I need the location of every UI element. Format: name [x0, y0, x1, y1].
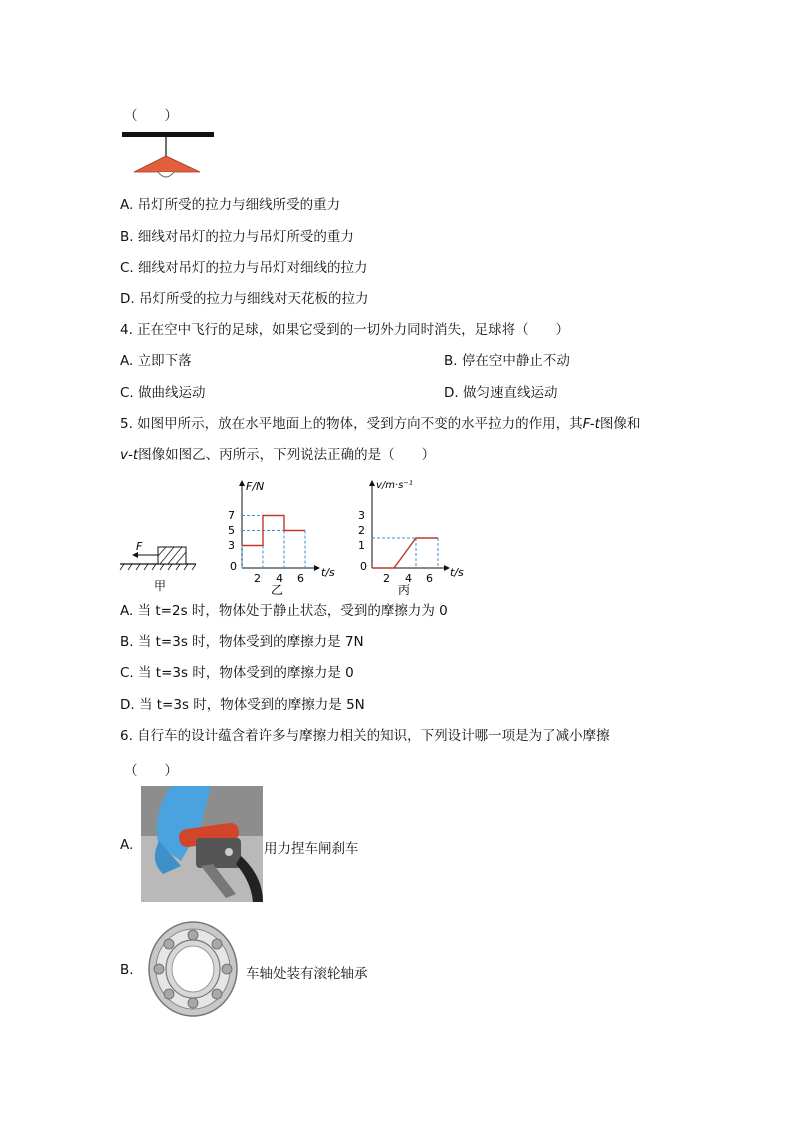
yi-xtick-6: 6 — [297, 572, 304, 585]
yi-xtick-4: 4 — [276, 572, 283, 585]
q5-stem-text2: 图像如图乙、丙所示，下列说法正确的是（ ） — [138, 447, 436, 463]
q5-stem-line2 — [120, 446, 435, 464]
ball-bearing-photo — [146, 920, 240, 1018]
bing-plot — [372, 538, 438, 568]
q5-stem-text: 5. 如图甲所示，放在水平地面上的物体，受到方向不变的水平拉力的作用，其 — [120, 416, 583, 432]
q5-option-a[interactable]: A. 当 t=2s 时，物体处于静止状态，受到的摩擦力为 0 — [120, 603, 448, 619]
bing-xtick-6: 6 — [426, 572, 433, 585]
q4-option-b[interactable]: B. 停在空中静止不动 — [444, 353, 570, 369]
q6-option-a-label[interactable]: A. — [120, 837, 134, 853]
q6-option-b-label[interactable]: B. — [120, 962, 134, 978]
q5-ft-term: F-t — [582, 416, 600, 432]
brake-lever-photo — [141, 786, 263, 902]
q5-stem-line1 — [120, 415, 640, 433]
yi-ytick-7: 7 — [228, 509, 235, 522]
q3-option-a[interactable]: A. 吊灯所受的拉力与细线所受的重力 — [120, 197, 341, 213]
yi-ylabel: F/N — [246, 480, 265, 493]
yi-origin: 0 — [230, 560, 237, 573]
q3-answer-paren: （ ） — [124, 108, 178, 124]
bing-origin: 0 — [360, 560, 367, 573]
bing-xlabel: t/s — [450, 566, 464, 579]
q3-option-b[interactable]: B. 细线对吊灯的拉力与吊灯所受的重力 — [120, 229, 354, 245]
fig-bing — [358, 480, 464, 597]
yi-xtick-2: 2 — [254, 572, 261, 585]
yi-ytick-3: 3 — [228, 539, 235, 552]
q5-vt-term: v-t — [120, 447, 139, 463]
yi-plot — [242, 516, 305, 569]
q4-option-c[interactable]: C. 做曲线运动 — [120, 385, 206, 401]
q6-option-b-caption: 车轴处装有滚轮轴承 — [246, 966, 368, 982]
bing-xtick-4: 4 — [405, 572, 412, 585]
q3-option-d[interactable]: D. 吊灯所受的拉力与细线对天花板的拉力 — [120, 291, 369, 307]
caption-bing: 丙 — [398, 583, 411, 597]
bing-xtick-2: 2 — [383, 572, 390, 585]
caption-yi: 乙 — [271, 583, 284, 597]
q6-stem: 6. 自行车的设计蕴含着许多与摩擦力相关的知识，下列设计哪一项是为了减小摩擦 — [120, 728, 610, 744]
q5-stem-text-end: 图像和 — [599, 416, 641, 432]
yi-xlabel: t/s — [321, 566, 335, 579]
q5-figures — [116, 470, 476, 598]
bing-ytick-2: 2 — [358, 524, 365, 537]
q4-stem: 4. 正在空中飞行的足球，如果它受到的一切外力同时消失，足球将（ ） — [120, 322, 570, 338]
hanging-lamp-figure — [118, 128, 218, 184]
bing-ylabel: v/m·s⁻¹ — [376, 480, 413, 491]
q4-option-a[interactable]: A. 立即下落 — [120, 353, 192, 369]
caption-jia: 甲 — [154, 579, 167, 593]
force-label: F — [136, 540, 143, 553]
q6-answer-paren: （ ） — [124, 763, 178, 779]
series-line — [372, 538, 438, 568]
q5-option-c[interactable]: C. 当 t=3s 时，物体受到的摩擦力是 0 — [120, 665, 354, 681]
fig-yi — [228, 480, 335, 597]
q3-option-c[interactable]: C. 细线对吊灯的拉力与吊灯对细线的拉力 — [120, 260, 368, 276]
q6-option-a-caption: 用力捏车闸刹车 — [264, 841, 359, 857]
q4-option-d[interactable]: D. 做匀速直线运动 — [444, 385, 558, 401]
fig-jia — [120, 540, 196, 593]
bing-ytick-1: 1 — [358, 539, 365, 552]
yi-ytick-5: 5 — [228, 524, 235, 537]
q5-option-d[interactable]: D. 当 t=3s 时，物体受到的摩擦力是 5N — [120, 697, 365, 713]
q5-option-b[interactable]: B. 当 t=3s 时，物体受到的摩擦力是 7N — [120, 634, 364, 650]
bing-ytick-3: 3 — [358, 509, 365, 522]
